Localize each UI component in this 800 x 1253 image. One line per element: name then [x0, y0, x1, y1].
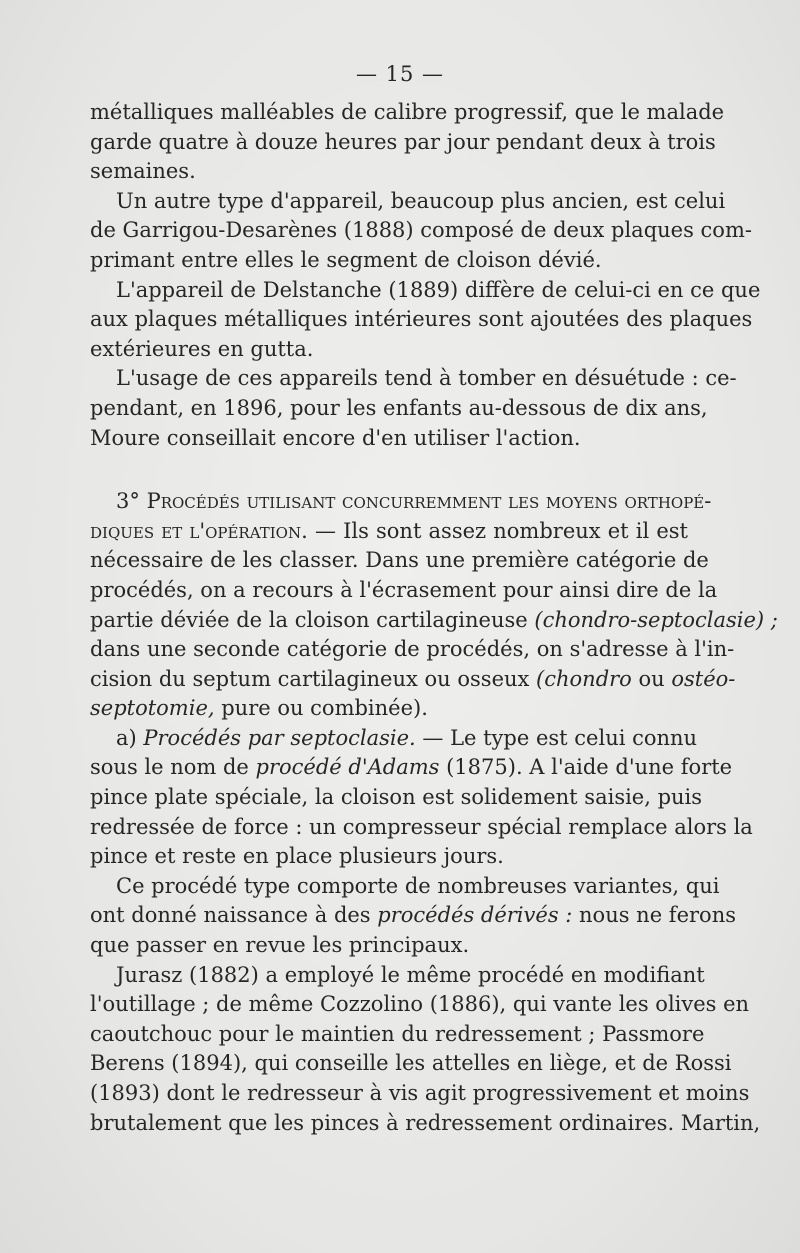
text-run: ou: [631, 666, 672, 691]
text-line: Berens (1894), qui conseille les attelles en liège, et de Rossi: [90, 1051, 732, 1076]
text-line: pince et reste en place plusieurs jours.: [90, 844, 504, 869]
italic-term: (chondro: [536, 666, 632, 691]
text-line: de Garrigou-Desarènes (1888) composé de deux plaques com-: [90, 218, 752, 243]
section-heading-cont: diques et l'opération.: [90, 518, 308, 543]
subsection-title: Procédés par septoclasie.: [143, 725, 416, 750]
page-number: — 15 —: [355, 62, 445, 86]
text-run: partie déviée de la cloison cartilagineuse: [90, 607, 535, 632]
section-spacer: [90, 453, 688, 487]
text-line: [90, 606, 778, 636]
text-line: aux plaques métalliques intérieures sont ajoutées des plaques: [90, 307, 753, 332]
text-line: Un autre type d'appareil, beaucoup plus ancien, est celui: [116, 188, 726, 213]
text-line: redressée de force : un compresseur spécial remplace alors la: [90, 814, 753, 839]
text-line: nécessaire de les classer. Dans une première catégorie de: [90, 548, 709, 573]
text-line: brutalement que les pinces à redressement ordinaires. Martin,: [90, 1110, 761, 1135]
text-line: [90, 901, 736, 931]
text-line: primant entre elles le segment de cloison dévié.: [90, 247, 602, 272]
text-line: procédés, on a recours à l'écrasement pour ainsi dire de la: [90, 577, 718, 602]
text-line: Jurasz (1882) a employé le même procédé en modifiant: [116, 962, 705, 987]
text-line: caoutchouc pour le maintien du redressement ; Passmore: [90, 1021, 705, 1046]
italic-term: (chondro-septoclasie) ;: [534, 607, 778, 632]
italic-term: procédé d'Adams: [255, 755, 440, 780]
text-line: que passer en revue les principaux.: [90, 933, 470, 958]
body-text: [90, 98, 778, 1138]
text-line: [90, 753, 733, 783]
text-line: L'appareil de Delstanche (1889) diffère de celui-ci en ce que: [116, 277, 761, 302]
text-line: dans une seconde catégorie de procédés, on s'adresse à l'in-: [90, 637, 735, 662]
text-line: métalliques malléables de calibre progressif, que le malade: [90, 100, 725, 124]
text-line: extérieures en gutta.: [90, 336, 314, 361]
section-heading: Procédés utilisant concurremment les moyens orthopé-: [146, 489, 712, 514]
subsection-label: a): [116, 725, 144, 750]
section-heading-line: [90, 487, 712, 517]
italic-term: procédés dérivés :: [377, 903, 573, 928]
text-line: Moure conseillait encore d'en utiliser l'action.: [90, 425, 581, 450]
text-line: [90, 665, 736, 695]
text-run: ont donné naissance à des: [90, 903, 378, 928]
text-run: (1875). A l'aide d'une forte: [439, 755, 733, 780]
text-run: pure ou combinée).: [214, 696, 428, 721]
text-line: semaines.: [90, 159, 196, 184]
text-line: L'usage de ces appareils tend à tomber en désuétude : ce-: [116, 366, 737, 391]
text-line: pince plate spéciale, la cloison est solidement saisie, puis: [90, 785, 703, 810]
text-line: l'outillage ; de même Cozzolino (1886), qui vante les olives en: [90, 992, 750, 1017]
section-number: 3°: [116, 489, 140, 514]
text-run: sous le nom de: [90, 755, 256, 780]
text-run: — Ils sont assez nombreux et il est: [314, 518, 688, 543]
text-line: [90, 694, 688, 724]
text-line: pendant, en 1896, pour les enfants au-dessous de dix ans,: [90, 395, 708, 420]
text-run: — Le type est celui connu: [415, 725, 698, 750]
italic-term: septotomie,: [90, 696, 215, 721]
text-line: [90, 724, 698, 754]
text-line: (1893) dont le redresseur à vis agit progressivement et moins: [90, 1081, 750, 1105]
text-line: [90, 517, 688, 547]
italic-term: ostéo-: [671, 666, 736, 691]
text-run: cision du septum cartilagineux ou osseux: [90, 666, 537, 691]
text-line: Ce procédé type comporte de nombreuses variantes, qui: [116, 873, 720, 898]
text-line: garde quatre à douze heures par jour pendant deux à trois: [90, 129, 716, 154]
text-run: nous ne ferons: [572, 903, 736, 928]
